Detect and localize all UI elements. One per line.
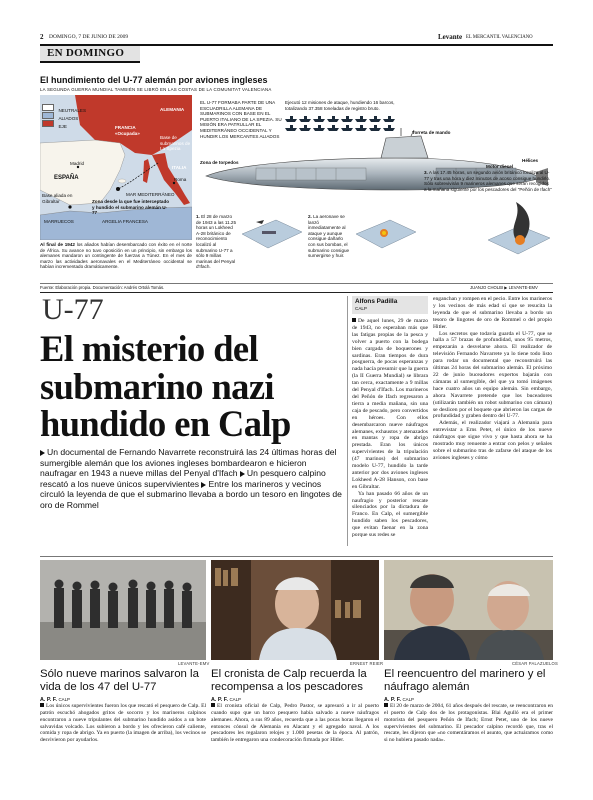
body-text: Los secretos que todavía guarda el U-77, que se halla a 57 brazas de profundidad, unos 95 metros, empezarán a desvelarse ahora. El realizador de televisión Fernando Navarrete ya lo tiene todo listo para rodar un documental que reconstruirá las últimas 24 horas del submarino alemán. El próximo 22 de junio buceadores expertos bajarán con cámaras al sumergible, del que ya tomó imágenes hace cuatro años un equipo alemán. Sin embargo, ahora Navarrete pretende que los buceadores (utilizarán también un robot submarino con cámara) se deslicen por el boquete que abrieron las cargas de profundidad y graben dentro del U-77. <box>433 330 552 420</box>
sunk-ship-icon <box>285 116 297 122</box>
lead-2: Un pesquero calpino rescató a los nueve únicos supervivientes <box>40 468 326 489</box>
story-2-place: CALP <box>229 697 241 702</box>
byline-place: CALP <box>355 306 368 311</box>
headline-line-1: El misterio del <box>40 328 259 369</box>
label-argelia: ARGELIA FRANCESA <box>102 219 148 224</box>
triangle-bullet-icon <box>240 471 245 477</box>
sunk-ship-icon <box>327 116 339 122</box>
legend-label: EJE <box>58 124 67 129</box>
body-column-1 <box>352 318 428 539</box>
step-1-number: 1. <box>196 214 200 219</box>
sunk-ship-icon <box>299 116 311 122</box>
scene-2-graphic <box>350 214 418 252</box>
photo-survivors <box>40 560 206 660</box>
story-2 <box>211 668 379 744</box>
paragraph-square-icon <box>211 703 215 707</box>
infographic-credit: JUANJO CHOLBI ▶ LEVANTE-EMV <box>470 285 538 290</box>
map-legend <box>42 99 87 129</box>
scene-3-graphic <box>486 196 552 258</box>
lead-1: Un documental de Fernando Navarrete reconstruirá las 24 últimas horas del sumergible alemán que los aviones ingleses bombardearon e hicieron naufragar en 1943 a nueve millas del Penyal d'Ifach <box>40 447 337 479</box>
label-zona-torpedos: Zona de torpedos <box>200 160 239 165</box>
label-gibraltar: Base aliada en Gibraltar <box>42 193 73 204</box>
label-zona: Zona desde la que fue interceptado y hundido el submarino alemán U-77 <box>92 199 170 216</box>
step-3-text: A las 17.45 horas, un segundo avión británico localiza al U-77 y tras una hora y diez minutos de acoso consigue hundirlo. Sólo sobrevivirán 9 marineros alemanes que serán recogidos a la mañana siguiente por los pescadores del "Peñón de Ifach" <box>424 170 552 192</box>
legend-swatch <box>42 120 54 127</box>
infographic-subtitle: LA SEGUNDA GUERRA MUNDIAL TAMBIÉN SE LIBRÓ EN LAS COSTAS DE LA COMUNITAT VALENCIANA <box>40 87 272 92</box>
story-2-author: A. P. F. <box>211 697 228 703</box>
legend-label: NEUTRALES <box>58 108 87 113</box>
legend-axis <box>42 115 86 129</box>
infographic-bottom-rule-2 <box>40 292 553 293</box>
label-base-spezia: Base de submarinos de La Spezia <box>160 135 191 152</box>
story-1-title: Sólo nueve marinos salvaron la vida de los 47 del U-77 <box>40 668 199 693</box>
war-map <box>40 95 192 240</box>
story-1-text: Los únicos supervivientes fueron los que rescató el pesquero de Calp. El patrón escuchó ahogados gritos de socorro y los marineros calpinos encontraron a nueve tripulantes del submarino hundido asidos a un bote salvavidas volcado. Los subieron a bordo y les ofrecieron café caliente, comida y ropa de abrigo. Ya en puerto (la imagen de arriba), los vecinos se desvivieron por ayudarlos. <box>40 703 206 743</box>
page-header <box>40 33 553 43</box>
step-2-text: La aeronave se lanzó inmediatamente al ataque y aunque consigue dañarlo con sus bombas, el submarino consigue sumergirse y huir. <box>308 214 350 259</box>
kicker: U-77 <box>42 293 104 326</box>
story-1 <box>40 668 206 744</box>
story-3-text: El 20 de marzo de 2004, 61 años después del rescate, se reencontraron en el puerto de Calp dos de los protagonistas. Blai Agulló era el primer motorista del pesquero Peñón de Ifach; Ernst Petet, uno de los nueve supervivientes del submarino. El pescador calpino recordó que, tras el rescate, les dijeron que «no comentáramos el asunto, que actuáramos como si no hubiera pasado nada». <box>384 703 553 743</box>
paragraph-square-icon <box>384 703 388 707</box>
body-paragraph <box>433 420 552 461</box>
infographic-bottom-rule <box>40 283 553 284</box>
body-paragraph <box>433 331 552 421</box>
survivors-image <box>40 560 206 660</box>
body-paragraph <box>352 318 428 491</box>
step-2 <box>308 214 350 259</box>
triangle-bullet-icon <box>40 450 45 456</box>
infographic-source: Fuente: Elaboración propia. Documentación: Andrés Ortolá Tomás. <box>40 285 165 290</box>
photo-chronicler <box>211 560 379 660</box>
paper-name: Levante <box>438 33 463 41</box>
scene-2 <box>350 214 418 252</box>
lead-paragraph <box>40 447 342 511</box>
section-tab <box>40 46 140 63</box>
label-mar: MAR MEDITERRÁNEO <box>126 192 175 197</box>
page-number: 2 <box>40 33 44 41</box>
scene-1 <box>236 214 304 252</box>
story-3-author: A. P. F. <box>384 697 401 703</box>
byline-box <box>352 296 428 314</box>
label-alemania: ALEMANIA <box>160 107 185 112</box>
photo-1-credit: LEVANTE-EMV <box>178 661 210 666</box>
photo-3-credit: CÉSAR PALAZUELOS <box>512 661 558 666</box>
sunk-ship-icon <box>369 116 381 122</box>
step-3 <box>424 170 552 192</box>
step-1 <box>196 214 236 270</box>
body-text: Además, el realizador viajará a Alemania para entrevistar a Erns Petet, el único de los nueve náufragos que sigue vivo y que hasta ahora se ha mostrado muy renuente a entrar con pelos y señales sobre el submarino tras de zafarse del ataque de los aviones ingleses y cómo <box>433 420 552 461</box>
story-2-body <box>211 703 379 743</box>
sunk-ship-icon <box>341 116 353 122</box>
headline <box>40 330 340 443</box>
step-1-text: El 28 de marzo de 1943 a las 11.25 horas un Lokheed A-28 británico de reconocimiento localizó al submarino U-77 a sólo 9 millas marinas del Penyal d'Ifach. <box>196 214 237 270</box>
label-italia: ITALIA <box>172 165 187 170</box>
label-espana: ESPAÑA <box>54 175 79 181</box>
sunk-ship-icon <box>313 116 325 122</box>
map-caption <box>40 242 192 270</box>
paper-subtitle: EL MERCANTIL VALENCIANO <box>466 34 533 40</box>
story-3 <box>384 668 553 744</box>
sunk-ship-icon <box>355 116 367 122</box>
label-roma: Roma <box>174 177 187 182</box>
scene-1-graphic <box>236 214 304 252</box>
map-caption-lead: Al final de 1942 <box>40 242 75 247</box>
chronicler-image <box>211 560 379 660</box>
paragraph-square-icon <box>40 703 44 707</box>
label-torreta: Torreta de mando <box>412 130 451 135</box>
header-date: DOMINGO, 7 DE JUNIO DE 2009 <box>49 34 129 40</box>
story-2-title: El cronista de Calp recuerda la recompensa a los pescadores <box>211 668 367 693</box>
headline-line-2: submarino nazi <box>40 365 274 407</box>
story-3-place: CALP <box>402 697 414 702</box>
story-2-text: El cronista oficial de Calp, Pedro Pastor, se apresuró a ir al puerto cuando supo que un barco pesquero había salvado a nueve náufragos alemanes. Ahora, a sus 89 años, recuerda que a las pocas horas llegaron el entonces cónsul de Alemania en Alacant y el agregado naval. A los pescadores les regalaron relojes y 1.000 pesetas de la época. Al patrón, también le entregaron una condecoración firmada por Hitler. <box>211 703 379 743</box>
lead-3: Entre los marineros y vecinos circuló la leyenda de que el submarino llevaba a bordo un tesoro en lingotes de oro de Rommel <box>40 478 342 510</box>
triangle-bullet-icon <box>201 482 206 488</box>
story-1-author: A. P. F. <box>40 697 57 703</box>
label-marruecos: MARRUECOS <box>44 219 74 224</box>
label-helices: Hélices <box>522 158 539 163</box>
story-3-title: El reencuentro del marinero y el náufrago alemán <box>384 668 546 693</box>
ships-text: Ejecutó 12 misiones de ataque, hundiendo 16 barcos, totalizando 37.358 toneladas de registro bruto. <box>285 100 395 111</box>
body-paragraph <box>352 491 428 539</box>
map-caption-text: los aliados habían desembarcado con éxito en el norte de África. Su avance no tuvo oposición en un principio, sin embargo los alemanes mandaron un contingente de fuerzas a Túnez. En el mes de marzo las actividades aeronavales en el Mediterráneo occidental se habían incrementado dramáticamente. <box>40 242 193 270</box>
reunion-image <box>384 560 553 660</box>
headline-line-3: hundido en Calp <box>40 403 291 444</box>
legend-label: ALIADOS <box>58 116 79 121</box>
sunk-ship-icon <box>383 116 395 122</box>
step-2-number: 2. <box>308 214 312 219</box>
body-text: De aquel lunes, 29 de marzo de 1943, no esperaban más que las fatigas propias de la pesca y volver a puerto con la bodega bien cargada de boquerones y sardinas. Eran tiempos de dura posguerra, de pocas esperanzas y nada hacía presumir que la guerra (la II Guerra Mundial) se librara tan cerca, exactamente a 9 millas del Penyal d'Ifach. Los marineros del Peñón de Ifach regresaron a tierra a media mañana, sin una caja de pescado, pero convertidos en héroes. Con ellos desembarcaron nueve náufragos alemanes, exhaustos y atenazados en mantas y ropa de abrigo prestada. Eran los únicos supervivientes de la tripulación (47 marinos) del submarino modelo U-77, hundido la tarde anterior por dos aviones ingleses Lokheed A-28 Hanson, con base en Gibraltar. <box>352 318 428 490</box>
u77-description: EL U-77 FORMABA PARTE DE UNA ESCUADRILLA ALEMANA DE SUBMARINOS CON BASE EN EL PUERTO ITALIANO DE LA SPEZIA. SU MISIÓN ERA PATRULLAR EL MEDITERRÁNEO OCCIDENTAL Y HUNDIR LOS MERCANTES ALIADOS <box>200 100 282 139</box>
photo-section-rule <box>40 556 553 557</box>
label-francia: FRANCIA «Ocupada» <box>115 125 140 136</box>
story-3-body <box>384 703 553 743</box>
section-title: EN DOMINGO <box>47 47 125 59</box>
legend-neutral <box>42 99 87 113</box>
step-3-number: 3. <box>424 170 428 175</box>
paragraph-square-icon <box>352 318 356 322</box>
body-text: Ya han pasado 66 años de un naufragio y posterior rescate silenciados por la dictadura de Franco. En Calp, el sumergible hundido saben los pescadores, que evitan faenar en la zona porque sus redes se <box>352 490 428 539</box>
body-paragraph <box>433 296 552 331</box>
photo-2-credit: ERNEST REIER <box>350 661 384 666</box>
column-divider <box>347 296 348 546</box>
photo-reunion <box>384 560 553 660</box>
body-column-2 <box>433 296 552 462</box>
label-madrid: Madrid <box>70 161 85 166</box>
byline-name: Alfons Padilla <box>355 298 398 305</box>
body-text: enganchan y rompen en el pecio. Entre los marineros y los vecinos de más edad sí que se resucita la leyenda de que el submarino llevaba a bordo un tesoro de lingotes de oro de Rommel o del propio Hitler. <box>433 296 552 330</box>
scene-3 <box>486 196 552 258</box>
story-1-body <box>40 703 206 743</box>
label-motor: Motor diesel <box>486 164 514 169</box>
infographic-title: El hundimiento del U-77 alemán por aviones ingleses <box>40 75 268 85</box>
story-1-place: CALP <box>58 697 70 702</box>
